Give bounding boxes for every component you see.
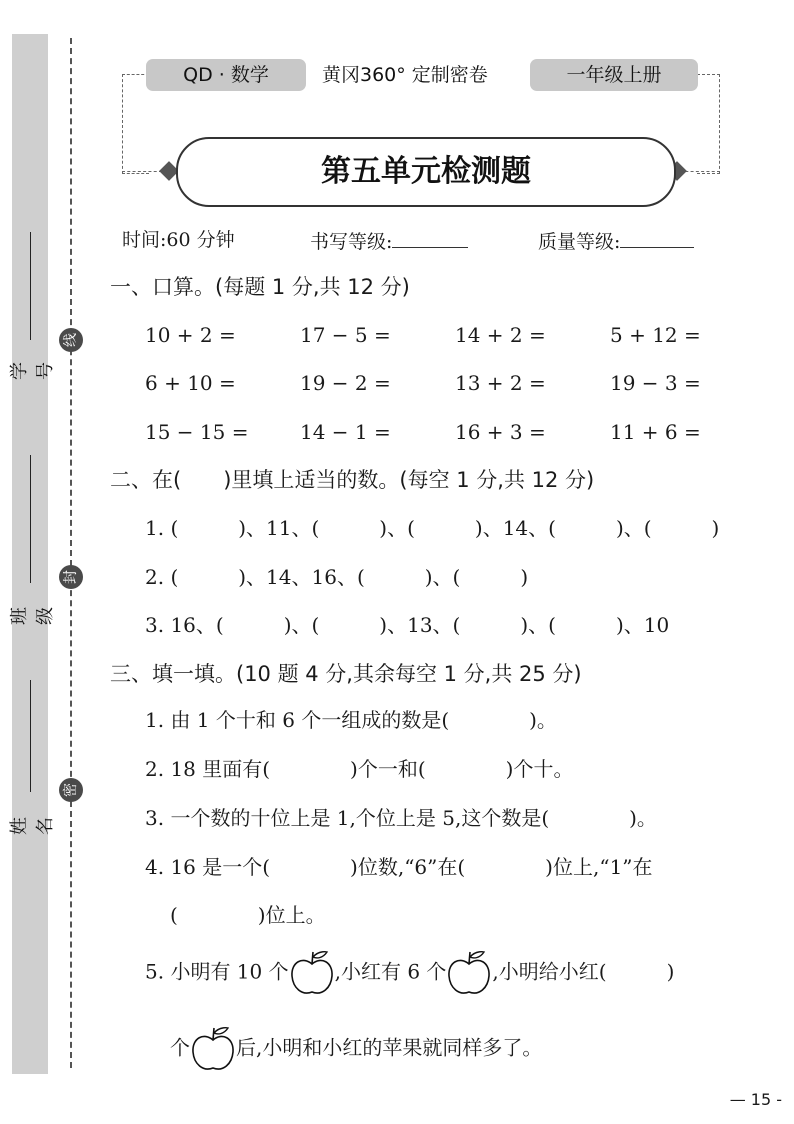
calc-item: 19 − 2 = — [300, 371, 391, 395]
question-3: 3. 一个数的十位上是 1,个位上是 5,这个数是( )。 — [145, 806, 657, 830]
name-line — [30, 680, 31, 792]
question-5-text-b: ,小红有 6 个 — [334, 959, 447, 984]
question-4: 4. 16 是一个( )位数,“6”在( )位上,“1”在 — [145, 855, 653, 879]
writing-grade-blank[interactable] — [392, 225, 468, 248]
question-5-text-a: 5. 小明有 10 个 — [145, 959, 289, 984]
calc-item: 10 + 2 = — [145, 323, 236, 347]
fill-sequence-3: 3. 16、( )、( )、13、( )、( )、10 — [145, 613, 670, 637]
calc-item: 16 + 3 = — [455, 420, 546, 444]
calc-item: 14 − 1 = — [300, 420, 391, 444]
page-title: 第五单元检测题 — [176, 137, 676, 207]
binding-dashed-line — [70, 38, 72, 1068]
calc-item: 14 + 2 = — [455, 323, 546, 347]
question-5-continued — [170, 1024, 542, 1074]
grade-pill: 一年级上册 — [530, 59, 698, 91]
apple-icon — [289, 948, 335, 998]
series-title: 黄冈360° 定制密卷 — [322, 64, 488, 86]
quality-grade-blank[interactable] — [620, 225, 694, 248]
seal-secret: 密 — [59, 778, 83, 802]
question-5-text-d: 个 — [170, 1035, 190, 1060]
calc-item: 13 + 2 = — [455, 371, 546, 395]
class-line — [30, 455, 31, 583]
header-frame-bottom-left — [122, 171, 162, 172]
seal-line: 线 — [59, 328, 83, 352]
calc-item: 5 + 12 = — [610, 323, 701, 347]
calc-item: 19 − 3 = — [610, 371, 701, 395]
writing-grade-row — [310, 225, 468, 257]
header-frame-left — [122, 74, 149, 174]
calc-item: 15 − 15 = — [145, 420, 249, 444]
page-number: — 15 - — [729, 1090, 782, 1109]
calc-item: 17 − 5 = — [300, 323, 391, 347]
seal-seal: 封 — [59, 565, 83, 589]
question-5-text-c: ,小明给小红( ) — [492, 959, 675, 984]
name-label: 姓名 — [9, 817, 56, 835]
section2-title: 二、在( )里填上适当的数。(每空 1 分,共 12 分) — [110, 468, 595, 492]
calc-item: 11 + 6 = — [610, 420, 701, 444]
quality-grade-label: 质量等级: — [538, 231, 621, 253]
subject-pill: QD · 数学 — [146, 59, 306, 91]
calc-item: 6 + 10 = — [145, 371, 236, 395]
question-5 — [145, 948, 674, 998]
class-label: 班级 — [9, 607, 56, 625]
section1-title: 一、口算。(每题 1 分,共 12 分) — [110, 275, 410, 299]
quality-grade-row — [538, 225, 694, 257]
section3-title: 三、填一填。(10 题 4 分,其余每空 1 分,共 25 分) — [110, 662, 582, 686]
student-id-label: 学号 — [9, 362, 56, 380]
fill-sequence-1: 1. ( )、11、( )、( )、14、( )、( ) — [145, 516, 720, 540]
question-1: 1. 由 1 个十和 6 个一组成的数是( )。 — [145, 708, 557, 732]
question-4-continued: ( )位上。 — [170, 903, 326, 927]
question-2: 2. 18 里面有( )个一和( )个十。 — [145, 757, 574, 781]
header-frame-right — [697, 74, 720, 174]
question-5-text-e: 后,小明和小红的苹果就同样多了。 — [236, 1035, 543, 1060]
fill-sequence-2: 2. ( )、14、16、( )、( ) — [145, 565, 529, 589]
student-id-line — [30, 232, 31, 340]
time-limit: 时间:60 分钟 — [122, 229, 235, 251]
apple-icon — [446, 948, 492, 998]
writing-grade-label: 书写等级: — [310, 231, 393, 253]
apple-icon — [190, 1024, 236, 1074]
